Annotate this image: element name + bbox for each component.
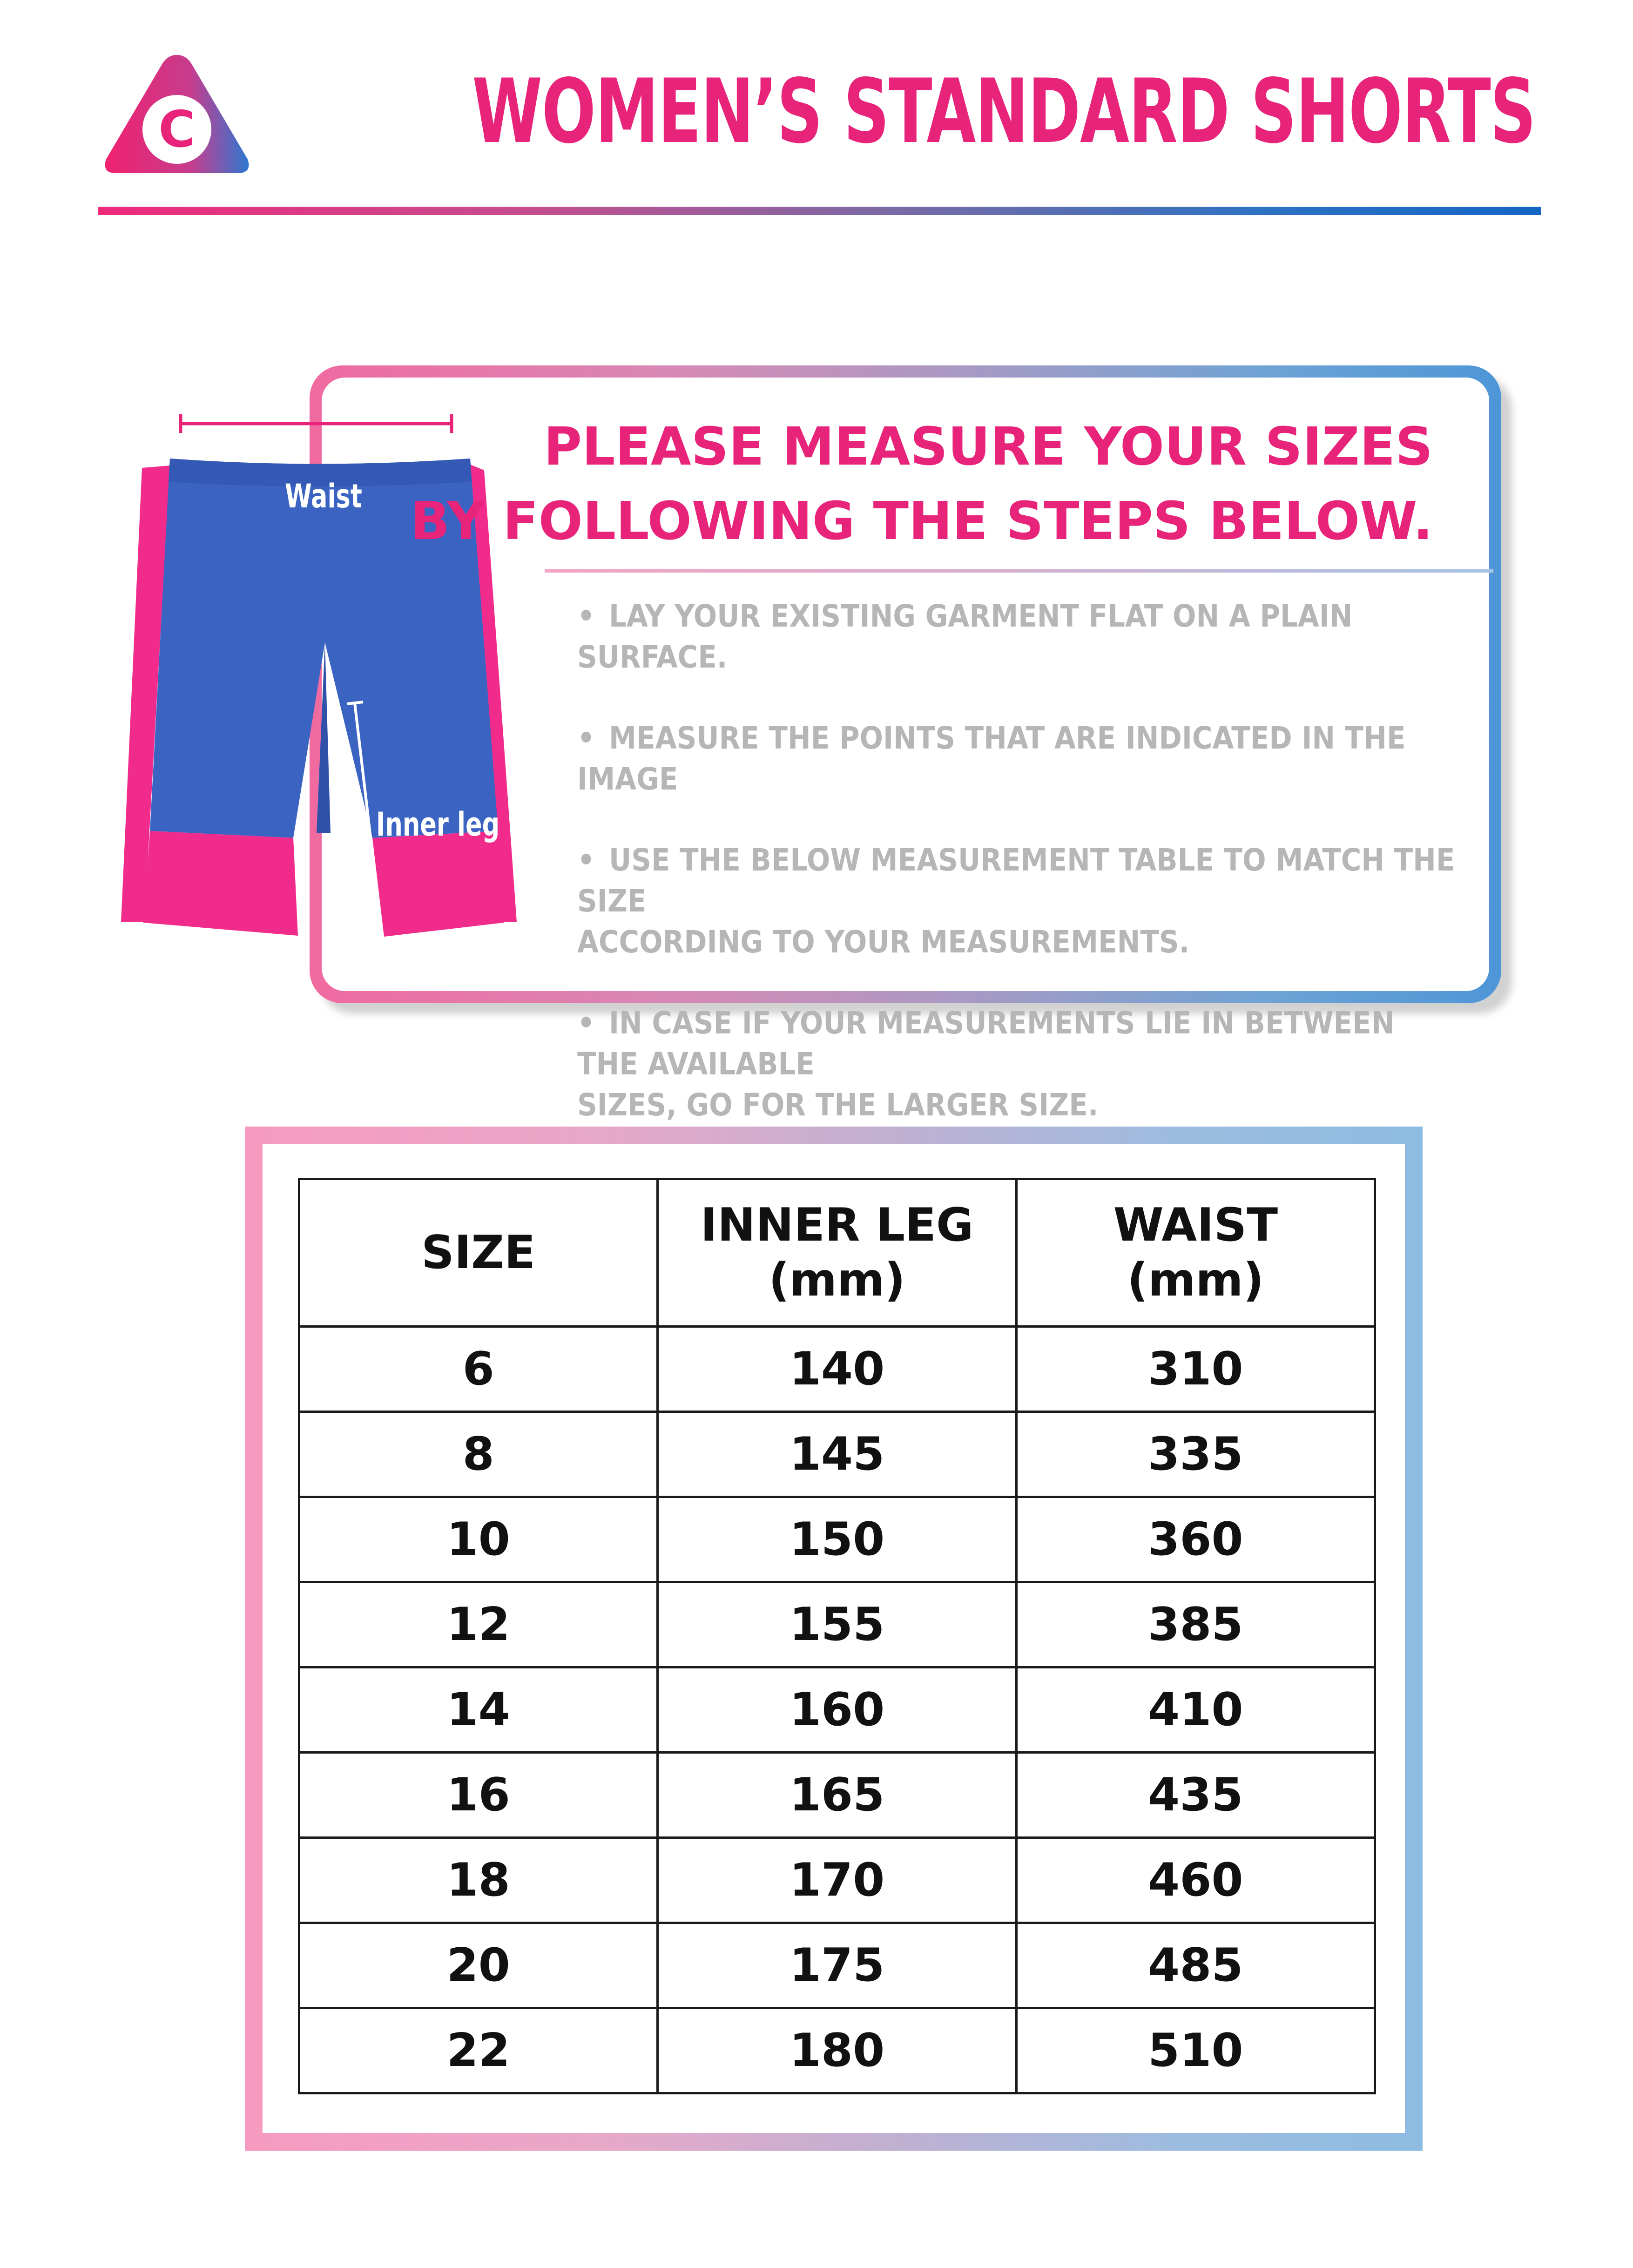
instructions-heading [410,410,1433,559]
table-row [299,1838,1375,1923]
cell-inner-leg: 175 [658,1923,1016,2008]
instruction-step: • LAY YOUR EXISTING GARMENT FLAT ON A PLAIN SURFACE. [577,598,1353,675]
cell-size: 16 [299,1753,658,1838]
cell-size: 20 [299,1923,658,2008]
cell-inner-leg: 160 [658,1667,1016,1753]
table-row [299,1497,1375,1582]
instructions-divider [545,569,1493,573]
cell-waist: 510 [1016,2008,1375,2093]
logo-triangle-c-icon [102,51,251,177]
instruction-step: • MEASURE THE POINTS THAT ARE INDICATED IN THE IMAGE [577,720,1406,797]
cell-size: 18 [299,1838,658,1923]
logo-letter: C [158,101,196,159]
cell-inner-leg: 170 [658,1838,1016,1923]
cell-waist: 310 [1016,1327,1375,1412]
instructions-heading-line2: BY FOLLOWING THE STEPS BELOW. [410,491,1433,552]
instructions-list [577,596,1462,1166]
waist-label: Waist [285,477,362,515]
table-row [299,1327,1375,1412]
table-row [299,1753,1375,1838]
cell-inner-leg: 140 [658,1327,1016,1412]
cell-inner-leg: 145 [658,1412,1016,1497]
table-row [299,1923,1375,2008]
cell-inner-leg: 150 [658,1497,1016,1582]
page-title: WOMEN’S STANDARD SHORTS [472,60,1535,163]
cell-waist: 385 [1016,1582,1375,1667]
cell-size: 12 [299,1582,658,1667]
instructions-heading-line1: PLEASE MEASURE YOUR SIZES [543,417,1433,477]
cell-waist: 460 [1016,1838,1375,1923]
cell-size: 6 [299,1327,658,1412]
cell-waist: 335 [1016,1412,1375,1497]
cell-waist: 410 [1016,1667,1375,1753]
column-header-waist: WAIST (mm) [1016,1179,1375,1327]
table-header-row [299,1179,1375,1327]
table-row [299,1667,1375,1753]
table-row [299,1412,1375,1497]
inner-leg-label: Inner leg [376,805,500,844]
cell-size: 10 [299,1497,658,1582]
size-table [298,1178,1376,2094]
column-header-inner-leg: INNER LEG (mm) [658,1179,1016,1327]
instruction-step: • USE THE BELOW MEASUREMENT TABLE TO MATCH THE SIZE ACCORDING TO YOUR MEASUREMENTS. [577,842,1455,960]
instruction-step: • IN CASE IF YOUR MEASUREMENTS LIE IN BETWEEN THE AVAILABLE SIZES, GO FOR THE LARGER SIZE. [577,1005,1395,1123]
cell-inner-leg: 180 [658,2008,1016,2093]
cell-size: 14 [299,1667,658,1753]
table-row [299,1582,1375,1667]
cell-size: 22 [299,2008,658,2093]
cell-waist: 435 [1016,1753,1375,1838]
table-row [299,2008,1375,2093]
cell-waist: 485 [1016,1923,1375,2008]
cell-inner-leg: 165 [658,1753,1016,1838]
column-header-size: SIZE [299,1179,658,1327]
cell-inner-leg: 155 [658,1582,1016,1667]
cell-waist: 360 [1016,1497,1375,1582]
header-divider [98,207,1541,215]
cell-size: 8 [299,1412,658,1497]
